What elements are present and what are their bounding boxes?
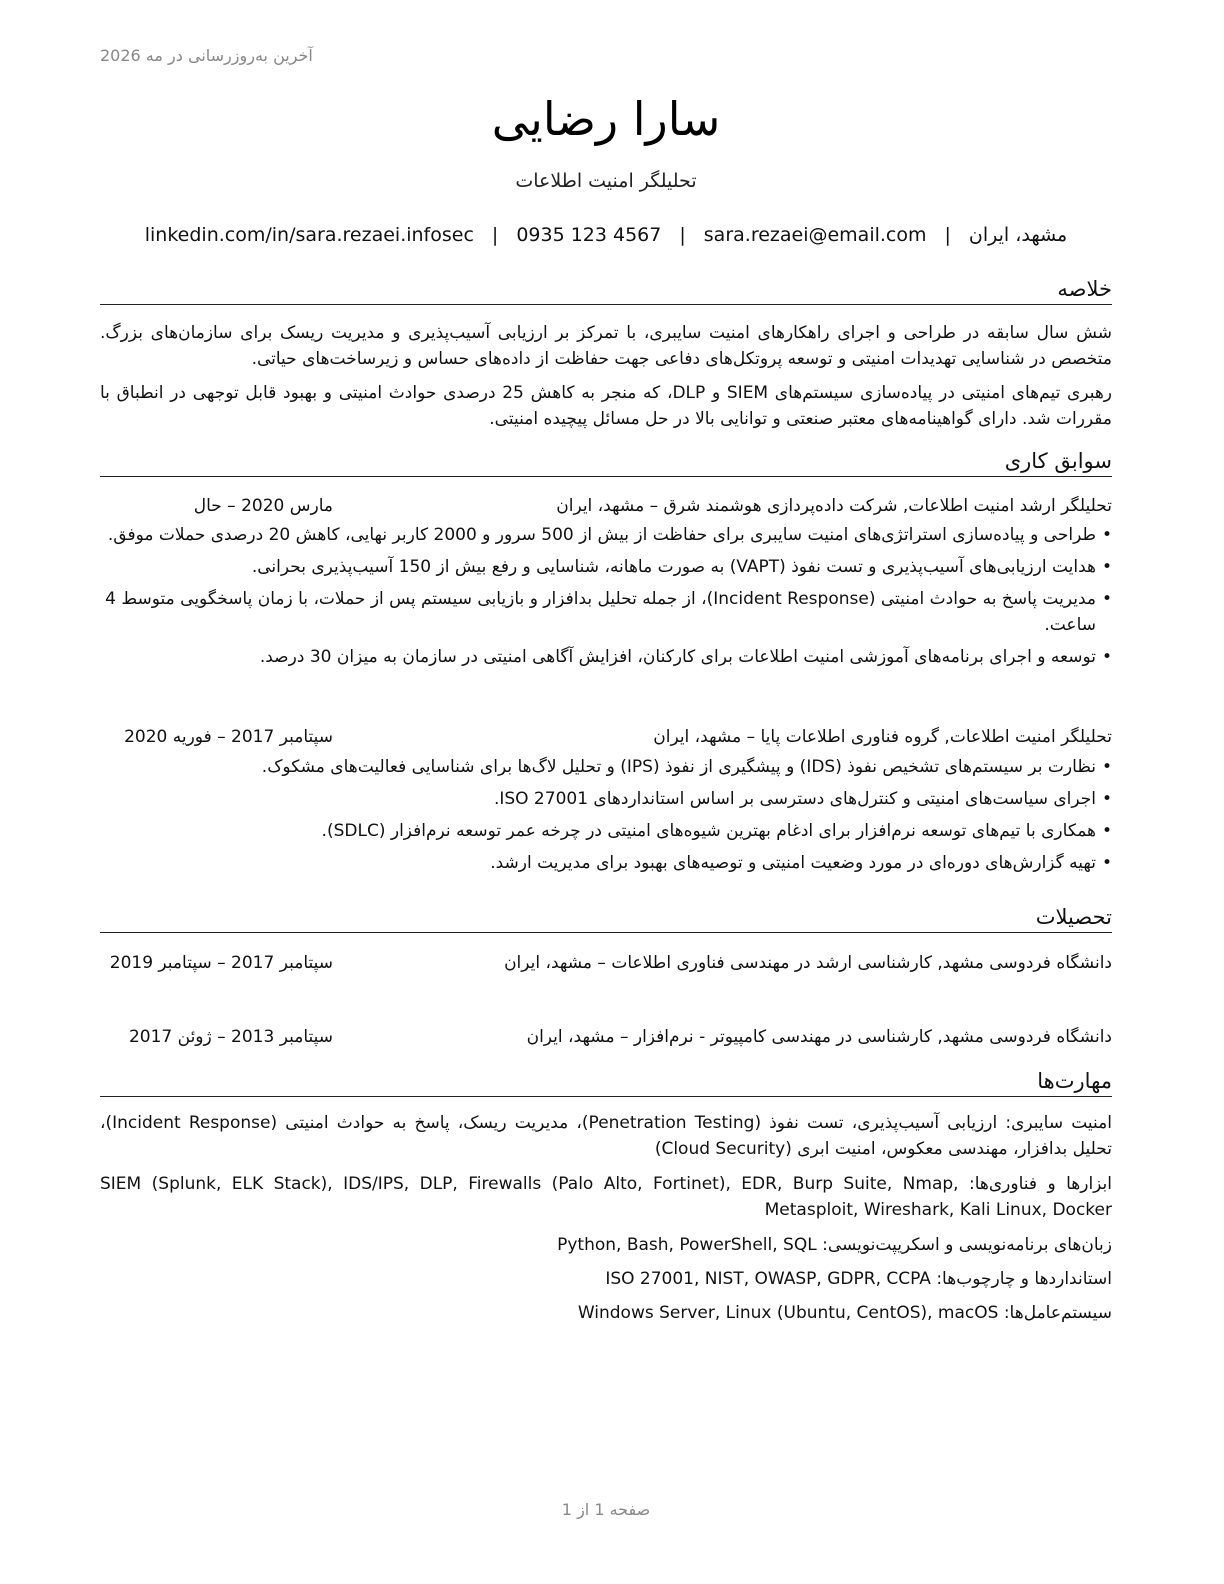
list-item: • طراحی و پیاده‌سازی استراتژی‌های امنیت سایبری برای حفاظت از بیش از 500 سرور و 2000 کاربر نهایی، کاهش 20 درصدی حملات موفق. — [100, 522, 1112, 548]
contact-separator: | — [491, 224, 499, 246]
contact-location: مشهد، ایران — [968, 224, 1068, 246]
resume-page — [100, 0, 1112, 1584]
skill-line: زبان‌های برنامه‌نویسی و اسکریپت‌نویسی: Python, Bash, PowerShell, SQL — [557, 1235, 1112, 1255]
contact-linkedin[interactable]: linkedin.com/in/sara.rezaei.infosec — [144, 224, 474, 246]
job-title: تحلیلگر امنیت اطلاعات, گروه فناوری اطلاعات پایا – مشهد، ایران — [653, 727, 1112, 747]
list-item: • همکاری با تیم‌های توسعه نرم‌افزار برای ادغام بهترین شیوه‌های امنیتی در چرخه عمر توسعه نرم‌افزار (SDLC). — [100, 818, 1112, 844]
contact-email[interactable]: sara.rezaei@email.com — [703, 224, 927, 246]
job-dates: سپتامبر 2017 – فوریه 2020 — [124, 727, 333, 747]
education-item — [100, 950, 1112, 1002]
list-item: • تهیه گزارش‌های دوره‌ای در مورد وضعیت امنیتی و توصیه‌های بهبود برای مدیریت ارشد. — [100, 850, 1112, 876]
job-bullets — [100, 522, 1112, 676]
job-title: تحلیلگر ارشد امنیت اطلاعات, شرکت داده‌پردازی هوشمند شرق – مشهد، ایران — [556, 496, 1112, 516]
job-bullets — [100, 754, 1112, 882]
candidate-name: سارا رضایی — [491, 92, 721, 146]
skill-line: امنیت سایبری: ارزیابی آسیب‌پذیری، تست نفوذ (Penetration Testing)، مدیریت ریسک، پاسخ به حوادث امنیتی (Incident Response)، تحلیل بدافزار، مهندسی معکوس، امنیت ابری (Cloud Security) — [100, 1113, 1112, 1159]
experience-heading: سوابق کاری — [100, 448, 1112, 477]
list-item: • مدیریت پاسخ به حوادث امنیتی (Incident Response)، از جمله تحلیل بدافزار و بازیابی سیستم پس از حملات، با زمان پاسخگویی متوسط 4 ساعت. — [100, 586, 1112, 638]
education-dates: سپتامبر 2013 – ژوئن 2017 — [128, 1027, 333, 1047]
contact-phone[interactable]: 0935 123 4567 — [516, 224, 662, 246]
skill-line: سیستم‌عامل‌ها: Windows Server, Linux (Ubuntu, CentOS), macOS — [577, 1303, 1112, 1323]
skills-heading: مهارت‌ها — [100, 1068, 1112, 1097]
contact-line — [100, 224, 1112, 246]
job-dates: مارس 2020 – حال — [193, 496, 333, 516]
list-item: • توسعه و اجرای برنامه‌های آموزشی امنیت اطلاعات برای کارکنان، افزایش آگاهی امنیتی در سازمان به میزان 30 درصد. — [100, 644, 1112, 670]
education-title: دانشگاه فردوسی مشهد, کارشناسی در مهندسی کامپیوتر - نرم‌افزار – مشهد، ایران — [526, 1027, 1112, 1047]
list-item: • اجرای سیاست‌های امنیتی و کنترل‌های دسترسی بر اساس استانداردهای ISO 27001. — [100, 786, 1112, 812]
summary-paragraph: رهبری تیم‌های امنیتی در پیاده‌سازی سیستم‌های SIEM و DLP، که منجر به کاهش 25 درصدی حوادث امنیتی و بهبود قابل توجهی در انطباق با مقررات شد. دارای گواهینامه‌های معتبر صنعتی و توانایی بالا در حل مسائل پیچیده امنیتی. — [100, 383, 1112, 429]
education-title: دانشگاه فردوسی مشهد, کارشناسی ارشد در مهندسی فناوری اطلاعات – مشهد، ایران — [504, 953, 1112, 973]
page-number: صفحه 1 از 1 — [561, 1500, 651, 1519]
skill-line: ابزارها و فناوری‌ها: SIEM (Splunk, ELK Stack), IDS/IPS, DLP, Firewalls (Palo Alto, Fortinet), EDR, Burp Suite, Nmap, Metasploit, Wireshark, Kali Linux, Docker — [100, 1174, 1112, 1220]
contact-separator: | — [679, 224, 686, 246]
summary-heading: خلاصه — [100, 276, 1112, 305]
list-item: • نظارت بر سیستم‌های تشخیص نفوذ (IDS) و پیشگیری از نفوذ (IPS) و تحلیل لاگ‌ها برای شناسایی فعالیت‌های مشکوک. — [100, 754, 1112, 780]
education-heading: تحصیلات — [100, 904, 1112, 933]
skill-line: استانداردها و چارچوب‌ها: ISO 27001, NIST, OWASP, GDPR, CCPA — [605, 1269, 1112, 1289]
list-item: • هدایت ارزیابی‌های آسیب‌پذیری و تست نفوذ (VAPT) به صورت ماهانه، شناسایی و رفع بیش از 150 آسیب‌پذیری بحرانی. — [100, 554, 1112, 580]
summary-paragraph: شش سال سابقه در طراحی و اجرای راهکارهای امنیت سایبری، با تمرکز بر ارزیابی آسیب‌پذیری و مدیریت ریسک برای سازمان‌های بزرگ. متخصص در شناسایی تهدیدات امنیتی و توسعه پروتکل‌های دفاعی جهت حفاظت از داده‌های حساس و زیرساخت‌های حیاتی. — [100, 323, 1112, 369]
last-updated-note: آخرین به‌روزرسانی در مه 2026 — [100, 46, 313, 65]
education-dates: سپتامبر 2017 – سپتامبر 2019 — [109, 953, 333, 973]
candidate-role: تحلیلگر امنیت اطلاعات — [515, 170, 697, 192]
contact-separator: | — [944, 224, 951, 246]
